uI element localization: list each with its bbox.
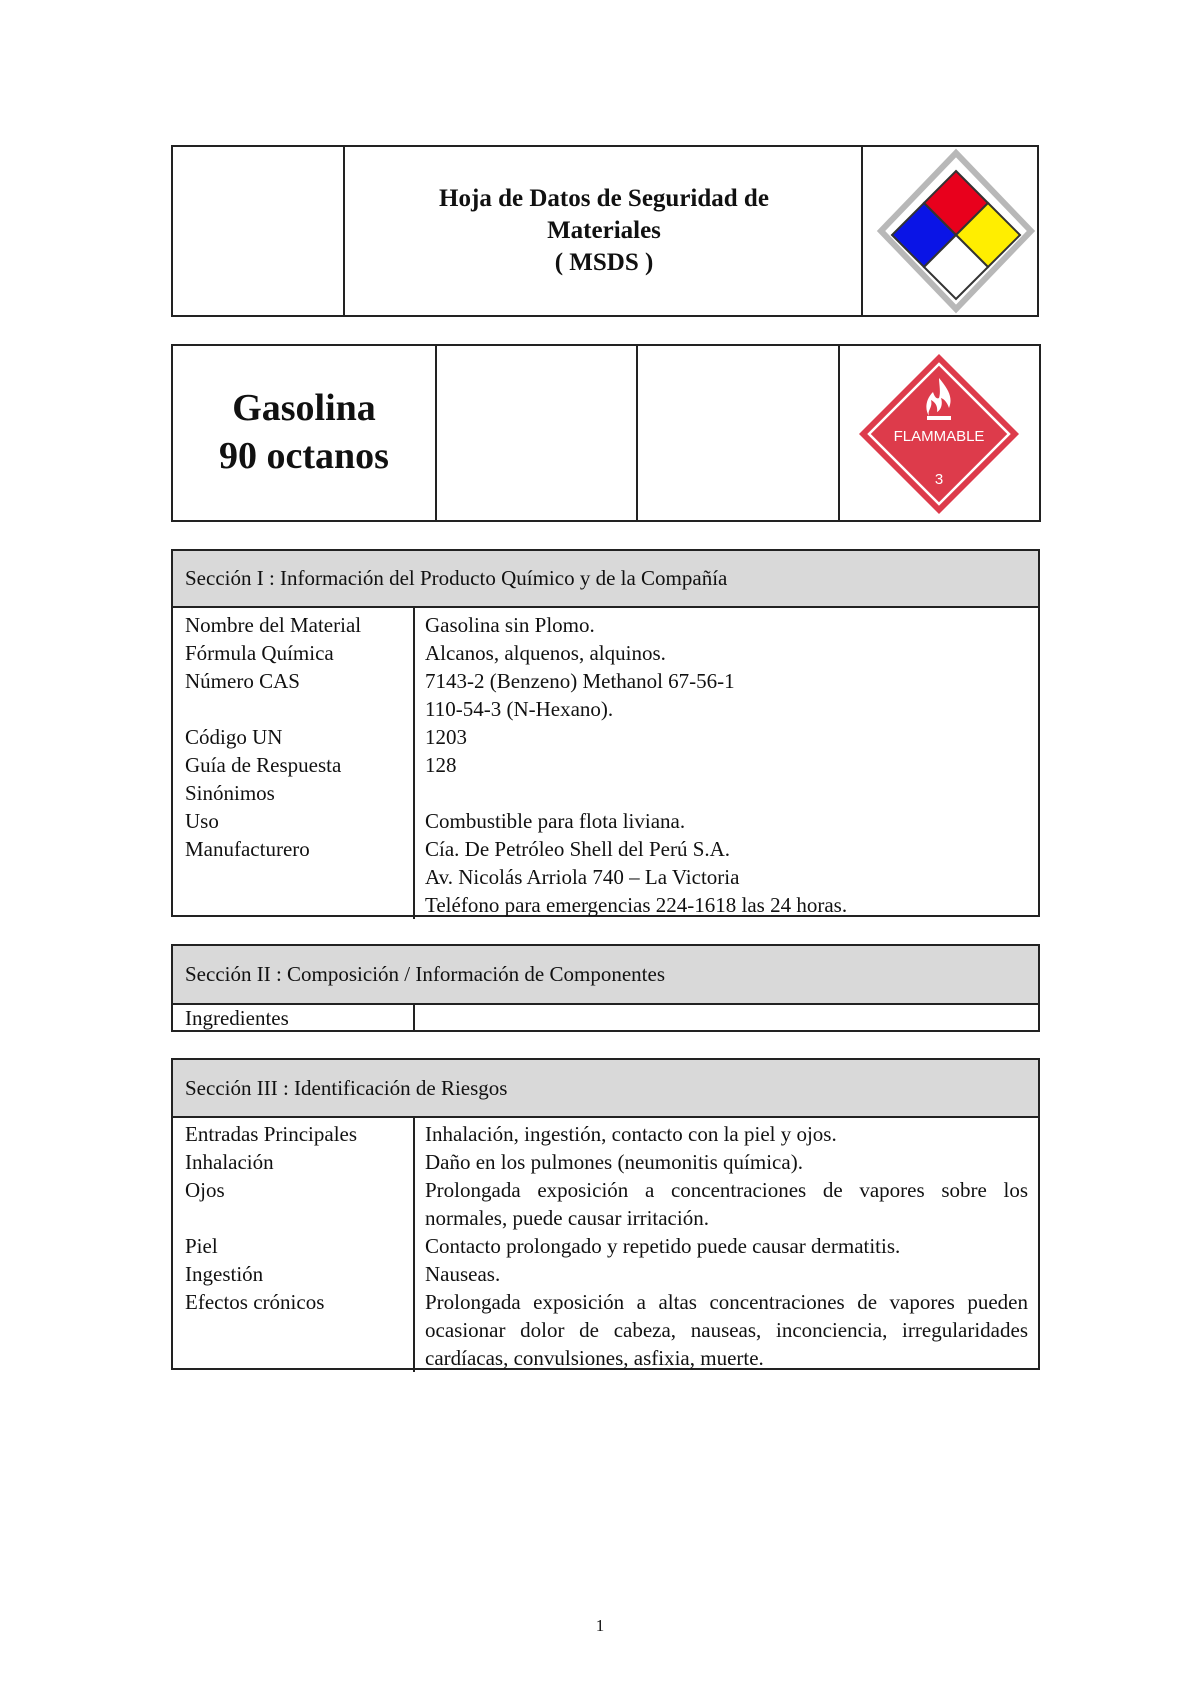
title-line: Hoja de Datos de Seguridad de: [439, 185, 769, 212]
title-line: Materiales: [547, 217, 661, 244]
section-header: Sección I : Información del Producto Químico y de la Compañía: [173, 551, 1038, 608]
table-row: [173, 863, 1038, 891]
field-label: Código UN: [185, 725, 283, 749]
field-label: [173, 863, 413, 891]
column-divider: [413, 1005, 415, 1030]
field-label: [173, 695, 413, 723]
field-value: [413, 1005, 1038, 1031]
table-row: [173, 1176, 1038, 1232]
field-value: 128: [425, 753, 457, 777]
table-row: [173, 695, 1038, 723]
field-value: Cía. De Petróleo Shell del Perú S.A.: [425, 837, 731, 861]
field-label: Entradas Principales: [185, 1122, 358, 1146]
field-label: Ojos: [185, 1178, 225, 1202]
field-value: Alcanos, alquenos, alquinos.: [425, 641, 666, 665]
field-value: Contacto prolongado y repetido puede causar dermatitis.: [425, 1234, 901, 1258]
product-name-line: 90 octanos: [219, 435, 389, 477]
field-label: Sinónimos: [185, 781, 275, 805]
section-body: [173, 608, 1038, 919]
field-value: 7143-2 (Benzeno) Methanol 67-56-1: [425, 669, 735, 693]
table-row: [173, 1148, 1038, 1176]
product-divider: [435, 346, 437, 520]
field-value: 110-54-3 (N-Hexano).: [425, 697, 614, 721]
field-label: Nombre del Material: [185, 613, 362, 637]
document-title: [345, 183, 863, 279]
table-row: [173, 1120, 1038, 1148]
section-header: Sección II : Composición / Información de Componentes: [173, 946, 1038, 1005]
field-label: Guía de Respuesta: [185, 753, 342, 777]
msds-header-box: [171, 145, 1039, 317]
field-label: Manufacturero: [185, 837, 310, 861]
section-2-table: [171, 944, 1040, 1032]
table-row: [173, 1232, 1038, 1260]
table-row: [173, 751, 1038, 779]
section-header: Sección III : Identificación de Riesgos: [173, 1060, 1038, 1118]
field-value: Gasolina sin Plomo.: [425, 613, 595, 637]
flammable-placard-icon: [841, 352, 1037, 516]
field-label: Uso: [185, 809, 219, 833]
field-label: Número CAS: [185, 669, 300, 693]
field-value: 1203: [425, 725, 467, 749]
table-row: [173, 1260, 1038, 1288]
field-label: Fórmula Química: [185, 641, 334, 665]
placard-class: 3: [934, 471, 944, 488]
section-body: [173, 1118, 1038, 1372]
field-value: Nauseas.: [425, 1262, 501, 1286]
product-name: [173, 384, 435, 480]
field-label: Ingredientes: [185, 1006, 289, 1030]
product-divider: [636, 346, 638, 520]
placard-label: FLAMMABLE: [893, 428, 985, 445]
page-number: 1: [595, 1616, 605, 1635]
column-divider: [413, 1118, 415, 1372]
table-row: [173, 667, 1038, 695]
field-label: Efectos crónicos: [185, 1290, 325, 1314]
field-label: Inhalación: [185, 1150, 274, 1174]
field-label: [173, 891, 413, 919]
table-row: [173, 891, 1038, 919]
field-label: Piel: [185, 1234, 218, 1258]
table-row: [173, 1005, 1038, 1031]
table-row: [173, 723, 1038, 751]
product-divider: [838, 346, 840, 520]
title-line: ( MSDS ): [554, 249, 654, 276]
field-value: Av. Nicolás Arriola 740 – La Victoria: [425, 865, 740, 889]
field-value: [413, 779, 1038, 807]
table-row: [173, 1288, 1038, 1372]
section-3-table: [171, 1058, 1040, 1370]
field-value: Combustible para flota liviana.: [425, 809, 686, 833]
product-box: [171, 344, 1041, 522]
section-body: [173, 1005, 1038, 1030]
field-value: Daño en los pulmones (neumonitis química).: [425, 1150, 803, 1174]
section-1-table: [171, 549, 1040, 917]
table-row: [173, 611, 1038, 639]
product-name-line: Gasolina: [232, 387, 376, 429]
field-value: Inhalación, ingestión, contacto con la piel y ojos.: [425, 1122, 837, 1146]
nfpa-704-diamond-icon: [873, 147, 1039, 315]
table-row: [173, 807, 1038, 835]
field-value: Prolongada exposición a concentraciones de vapores sobre los normales, puede causar irritación.: [425, 1178, 1028, 1230]
table-row: [173, 779, 1038, 807]
table-row: [173, 835, 1038, 863]
field-value: Teléfono para emergencias 224-1618 las 24 horas.: [425, 893, 848, 917]
field-label: Ingestión: [185, 1262, 264, 1286]
column-divider: [413, 608, 415, 919]
field-value: Prolongada exposición a altas concentraciones de vapores pueden ocasionar dolor de cabeza, nauseas, inconciencia, irregularidades cardíacas, convulsiones, asfixia, muerte.: [425, 1290, 1028, 1370]
table-row: [173, 639, 1038, 667]
